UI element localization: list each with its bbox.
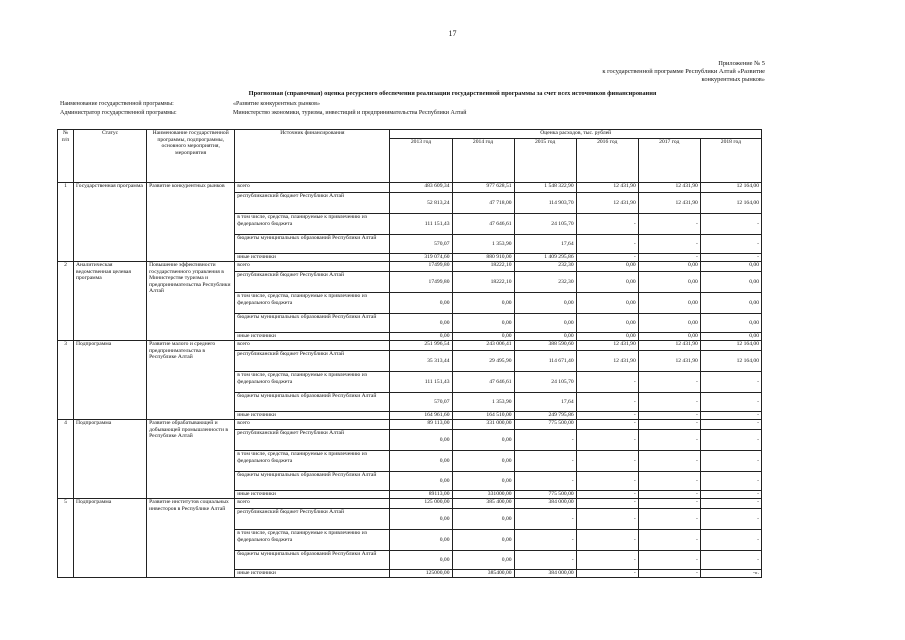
row-value: 0,00 [390, 472, 452, 491]
row-value: 775 500,00 [514, 491, 576, 499]
table-row [58, 262, 762, 272]
row-value: 243 006,41 [452, 341, 514, 351]
document-title: Прогнозная (справочная) оценка ресурсного обеспечения реализации государственной программы за счет всех источников финансирования [248, 90, 657, 97]
row-value: - [700, 491, 761, 499]
row-value: 12 164,00 [700, 341, 761, 351]
row-value: 12 431,90 [638, 341, 700, 351]
row-value: 388 590,60 [514, 341, 576, 351]
row-value: 12 431,90 [576, 341, 638, 351]
row-value: 1 548 322,90 [514, 183, 576, 193]
row-value: - [576, 420, 638, 430]
row-value: - [576, 472, 638, 491]
row-value: - [700, 530, 761, 551]
row-value: - [576, 235, 638, 254]
row-value: 385 400,00 [452, 499, 514, 509]
row-value: 0,00 [700, 314, 761, 333]
row-value: 570,07 [390, 393, 452, 412]
row-value: - [638, 530, 700, 551]
row-value: - [576, 254, 638, 262]
row-value: 89113,00 [390, 491, 452, 499]
row-source: республиканский бюджет Республики Алтай [235, 509, 390, 530]
row-value: 0,00 [638, 262, 700, 272]
row-value: - [638, 570, 700, 578]
row-value: - [700, 451, 761, 472]
row-value: 1 409 295,86 [514, 254, 576, 262]
row-value: 47 646,61 [452, 372, 514, 393]
header-year: 2014 год [452, 139, 514, 183]
row-number: 4 [58, 420, 74, 499]
row-source: в том числе, средства, планируемые к привлечению из федерального бюджета [235, 214, 390, 235]
appendix-line: Приложение № 5 [718, 60, 765, 67]
table-header [58, 130, 762, 183]
row-value: 0,00 [390, 530, 452, 551]
row-value: 385400,00 [452, 570, 514, 578]
row-source: всего [235, 420, 390, 430]
admin-label: Администратор государственной программы: [60, 110, 177, 116]
row-status: Подпрограмма [74, 499, 147, 578]
row-value: 125000,00 [390, 570, 452, 578]
row-value: 12 431,90 [638, 193, 700, 214]
row-source: всего [235, 499, 390, 509]
row-value: 29 495,90 [452, 351, 514, 372]
row-value: 0,00 [576, 293, 638, 314]
row-value: - [514, 551, 576, 570]
row-value: 52 813,24 [390, 193, 452, 214]
row-value: 12 431,90 [576, 193, 638, 214]
row-value: 114 903,70 [514, 193, 576, 214]
row-value: 0,00 [452, 451, 514, 472]
row-value: 12 164,00 [700, 351, 761, 372]
row-value: 0,00 [390, 551, 452, 570]
row-value: 0,00 [452, 333, 514, 341]
program-value: «Развитие конкурентных рынков» [233, 101, 320, 107]
row-value: 0,00 [700, 272, 761, 293]
row-source: республиканский бюджет Республики Алтай [235, 351, 390, 372]
row-value: - [638, 491, 700, 499]
row-value: - [576, 372, 638, 393]
row-value: 12 164,00 [700, 193, 761, 214]
row-value: 12 431,90 [576, 351, 638, 372]
table-row [58, 341, 762, 351]
row-source: республиканский бюджет Республики Алтай [235, 430, 390, 451]
row-source: иные источники [235, 254, 390, 262]
row-source: всего [235, 183, 390, 193]
row-name: Развитие конкурентных рынков [147, 183, 235, 262]
row-source: в том числе, средства, планируемые к привлечению из федерального бюджета [235, 530, 390, 551]
header-name: Наименование государственной программы, подпрограммы, основного мероприятия, мероприятия [147, 130, 235, 183]
row-value: - [514, 430, 576, 451]
row-value: - [576, 499, 638, 509]
row-value: 0,00 [638, 314, 700, 333]
row-source: бюджеты муниципальных образований Республики Алтай [235, 314, 390, 333]
row-value: 331000,00 [452, 491, 514, 499]
row-value: - [514, 451, 576, 472]
row-value: 164 961,60 [390, 412, 452, 420]
row-value: 111 151,43 [390, 214, 452, 235]
row-number: 3 [58, 341, 74, 420]
row-value: -». [700, 570, 761, 578]
row-value: - [638, 372, 700, 393]
row-value: - [514, 530, 576, 551]
row-value: - [638, 430, 700, 451]
row-value: 0,00 [576, 314, 638, 333]
row-source: иные источники [235, 333, 390, 341]
row-source: республиканский бюджет Республики Алтай [235, 272, 390, 293]
table-row [58, 183, 762, 193]
row-value: 17499,80 [390, 272, 452, 293]
row-value: 384 000,00 [514, 570, 576, 578]
header-estimate: Оценка расходов, тыс. рублей [390, 130, 762, 139]
row-value: 384 000,00 [514, 499, 576, 509]
row-name: Развитие малого и среднего предпринимательства в Республике Алтай [147, 341, 235, 420]
row-value: 0,00 [638, 293, 700, 314]
row-value: 0,00 [452, 551, 514, 570]
row-source: бюджеты муниципальных образований Республики Алтай [235, 551, 390, 570]
row-value: 18222,10 [452, 272, 514, 293]
row-value: 125 000,00 [390, 499, 452, 509]
row-value: - [638, 472, 700, 491]
row-value: 570,07 [390, 235, 452, 254]
row-value: 331 000,00 [452, 420, 514, 430]
row-value: - [700, 235, 761, 254]
row-status: Подпрограмма [74, 420, 147, 499]
row-name: Повышение эффективности государственного управления в Министерстве туризма и предпринимательства Республики Алтай [147, 262, 235, 341]
row-number: 2 [58, 262, 74, 341]
row-value: 47 718,00 [452, 193, 514, 214]
row-value: - [576, 393, 638, 412]
row-value: - [700, 393, 761, 412]
row-value: 0,00 [700, 293, 761, 314]
row-value: 1 353,90 [452, 393, 514, 412]
header-year: 2018 год [700, 139, 761, 183]
admin-value: Министерство экономики, туризма, инвестиций и предпринимательства Республики Алтай [233, 110, 467, 116]
row-value: 18222,10 [452, 262, 514, 272]
row-value: - [638, 499, 700, 509]
row-value: 0,00 [452, 530, 514, 551]
row-value: - [700, 551, 761, 570]
row-value: - [700, 472, 761, 491]
row-value: 0,00 [390, 293, 452, 314]
row-status: Государственная программа [74, 183, 147, 262]
row-value: 0,00 [390, 509, 452, 530]
row-value: 0,00 [576, 272, 638, 293]
row-value: 12 164,00 [700, 183, 761, 193]
row-value: 0,00 [452, 509, 514, 530]
program-label: Наименование государственной программы: [60, 101, 174, 107]
row-number: 5 [58, 499, 74, 578]
appendix-line: конкурентных рынков» [701, 76, 765, 83]
row-value: - [638, 254, 700, 262]
row-value: 164 510,00 [452, 412, 514, 420]
row-value: 0,00 [452, 293, 514, 314]
row-value: 0,00 [452, 430, 514, 451]
row-value: - [700, 499, 761, 509]
row-source: в том числе, средства, планируемые к привлечению из федерального бюджета [235, 293, 390, 314]
row-value: 0,00 [452, 472, 514, 491]
row-value: 89 113,00 [390, 420, 452, 430]
row-value: 249 795,86 [514, 412, 576, 420]
row-value: 977 628,51 [452, 183, 514, 193]
table-row [58, 420, 762, 430]
row-source: всего [235, 341, 390, 351]
row-number: 1 [58, 183, 74, 262]
row-source: иные источники [235, 570, 390, 578]
row-value: - [638, 214, 700, 235]
header-year: 2016 год [576, 139, 638, 183]
row-value: 114 671,40 [514, 351, 576, 372]
row-source: иные источники [235, 491, 390, 499]
row-value: - [638, 393, 700, 412]
row-value: 17499,80 [390, 262, 452, 272]
resource-table [57, 129, 762, 578]
header-year: 2017 год [638, 139, 700, 183]
row-value: - [576, 214, 638, 235]
row-value: 24 105,70 [514, 214, 576, 235]
row-value: 0,00 [700, 262, 761, 272]
row-value: - [700, 412, 761, 420]
appendix-note [525, 60, 765, 84]
row-value: 12 431,90 [576, 183, 638, 193]
row-value: 0,00 [514, 293, 576, 314]
row-value: 1 353,90 [452, 235, 514, 254]
row-source: республиканский бюджет Республики Алтай [235, 193, 390, 214]
row-value: - [638, 551, 700, 570]
row-value: - [638, 509, 700, 530]
row-value: - [576, 430, 638, 451]
row-value: 0,00 [514, 333, 576, 341]
row-value: 35 313,44 [390, 351, 452, 372]
row-value: 111 151,43 [390, 372, 452, 393]
header-year: 2015 год [514, 139, 576, 183]
header-source: Источник финансирования [235, 130, 390, 183]
header-year: 2013 год [390, 139, 452, 183]
row-value: 0,00 [576, 333, 638, 341]
row-value: - [700, 509, 761, 530]
row-source: всего [235, 262, 390, 272]
row-value: - [700, 420, 761, 430]
row-value: - [638, 420, 700, 430]
row-value: 24 105,70 [514, 372, 576, 393]
row-value: 17,64 [514, 393, 576, 412]
header-num: № п/п [58, 130, 74, 183]
row-value: - [700, 430, 761, 451]
row-source: бюджеты муниципальных образований Республики Алтай [235, 235, 390, 254]
row-source: в том числе, средства, планируемые к привлечению из федерального бюджета [235, 451, 390, 472]
row-status: Подпрограмма [74, 341, 147, 420]
appendix-line: к государственной программе Республики Алтай «Развитие [602, 68, 765, 75]
row-value: 0,00 [452, 314, 514, 333]
row-value: - [576, 491, 638, 499]
row-value: - [700, 214, 761, 235]
row-value: - [576, 551, 638, 570]
row-value: - [576, 451, 638, 472]
row-value: 17,64 [514, 235, 576, 254]
row-value: 319 074,60 [390, 254, 452, 262]
page-number: 17 [448, 29, 457, 38]
row-value: 251 996,54 [390, 341, 452, 351]
row-value: 0,00 [390, 430, 452, 451]
row-value: 0,00 [638, 333, 700, 341]
row-source: бюджеты муниципальных образований Республики Алтай [235, 472, 390, 491]
row-value: - [638, 412, 700, 420]
header-status: Статус [74, 130, 147, 183]
row-value: 12 431,90 [638, 351, 700, 372]
table-body [58, 183, 762, 578]
row-value: 0,00 [390, 333, 452, 341]
row-status: Аналитическая ведомственная целевая программа [74, 262, 147, 341]
row-value: 47 646,61 [452, 214, 514, 235]
row-value: 775 500,00 [514, 420, 576, 430]
row-value: 483 609,34 [390, 183, 452, 193]
row-value: 0,00 [390, 314, 452, 333]
row-value: - [576, 509, 638, 530]
row-value: 0,00 [390, 451, 452, 472]
row-value: - [576, 412, 638, 420]
row-value: 12 431,90 [638, 183, 700, 193]
row-value: 0,00 [576, 262, 638, 272]
row-source: бюджеты муниципальных образований Республики Алтай [235, 393, 390, 412]
row-value: 232,30 [514, 262, 576, 272]
row-value: - [514, 509, 576, 530]
row-value: 880 910,00 [452, 254, 514, 262]
row-source: в том числе, средства, планируемые к привлечению из федерального бюджета [235, 372, 390, 393]
row-value: - [700, 254, 761, 262]
row-value: - [638, 451, 700, 472]
row-value: 232,30 [514, 272, 576, 293]
row-value: - [576, 530, 638, 551]
row-value: - [700, 372, 761, 393]
row-value: - [576, 570, 638, 578]
row-source: иные источники [235, 412, 390, 420]
table-row [58, 499, 762, 509]
row-value: - [514, 472, 576, 491]
row-name: Развитие обрабатывающей и добывающей промышленности в Республике Алтай [147, 420, 235, 499]
row-value: 0,00 [638, 272, 700, 293]
row-value: - [638, 235, 700, 254]
row-value: 0,00 [700, 333, 761, 341]
row-value: 0,00 [514, 314, 576, 333]
row-name: Развитие институтов социальных инвесторов в Республике Алтай [147, 499, 235, 578]
